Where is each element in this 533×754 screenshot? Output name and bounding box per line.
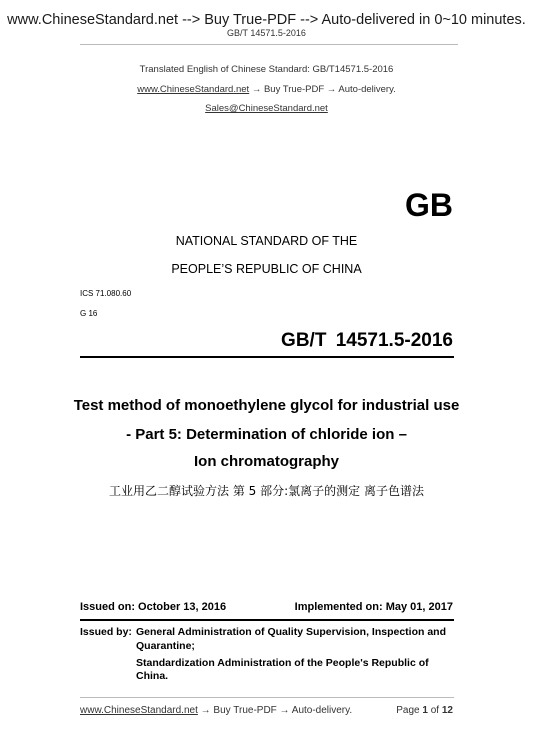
translation-note: Translated English of Chinese Standard: GB/T14571.5-2016 xyxy=(139,64,394,75)
title-chinese: 工业用乙二醇试验方法 第 5 部分:氯离子的测定 离子色谱法 xyxy=(109,484,424,498)
title-line1: Test method of monoethylene glycol for industrial use xyxy=(73,397,460,414)
site-link[interactable]: www.ChineseStandard.net xyxy=(137,84,250,95)
total-pages: 12 xyxy=(441,705,453,716)
meta-link-line xyxy=(0,84,533,95)
standard-number: GB/T 14571.5-2016 xyxy=(281,330,453,351)
email-line xyxy=(0,103,533,114)
footer-divider xyxy=(80,697,454,698)
footer-left xyxy=(80,705,352,716)
page-number: 1 xyxy=(422,705,428,716)
footer-buy-text: → Buy True-PDF → Auto-delivery. xyxy=(200,705,353,716)
issued-by-label: Issued by: xyxy=(80,626,132,638)
issued-on: Issued on: October 13, 2016 xyxy=(80,601,227,613)
header-doc-number: GB/T 14571.5-2016 xyxy=(227,28,306,38)
ics-code: ICS 71.080.60 xyxy=(80,289,132,298)
issuer1-line1: General Administration of Quality Supervision, Inspection and xyxy=(136,626,446,638)
title-line2: - Part 5: Determination of chloride ion – xyxy=(126,426,407,443)
issuer1-line2: Quarantine; xyxy=(136,640,195,652)
national-standard-line1: NATIONAL STANDARD OF THE xyxy=(175,234,358,248)
top-banner: www.ChineseStandard.net --> Buy True-PDF --> Auto-delivered in 0~10 minutes. xyxy=(7,12,526,28)
header-divider xyxy=(80,44,458,45)
national-standard-line2: PEOPLE’S REPUBLIC OF CHINA xyxy=(171,262,362,276)
page-label: Page xyxy=(396,705,420,716)
standard-divider xyxy=(80,356,454,358)
gb-logo: GB xyxy=(405,187,453,223)
issuer2-line2: China. xyxy=(136,670,169,682)
title-line3: Ion chromatography xyxy=(193,453,339,470)
implemented-on: Implemented on: May 01, 2017 xyxy=(294,601,453,613)
g-code: G 16 xyxy=(80,309,98,318)
issuer2-line1: Standardization Administration of the People's Republic of xyxy=(136,657,429,669)
email-link[interactable]: Sales@ChineseStandard.net xyxy=(205,103,328,114)
page-indicator xyxy=(396,705,453,716)
footer-site-link[interactable]: www.ChineseStandard.net xyxy=(80,705,198,716)
dates-divider xyxy=(80,619,454,621)
of-label: of xyxy=(430,705,440,716)
buy-text: → Buy True-PDF → Auto-delivery. xyxy=(251,84,396,95)
